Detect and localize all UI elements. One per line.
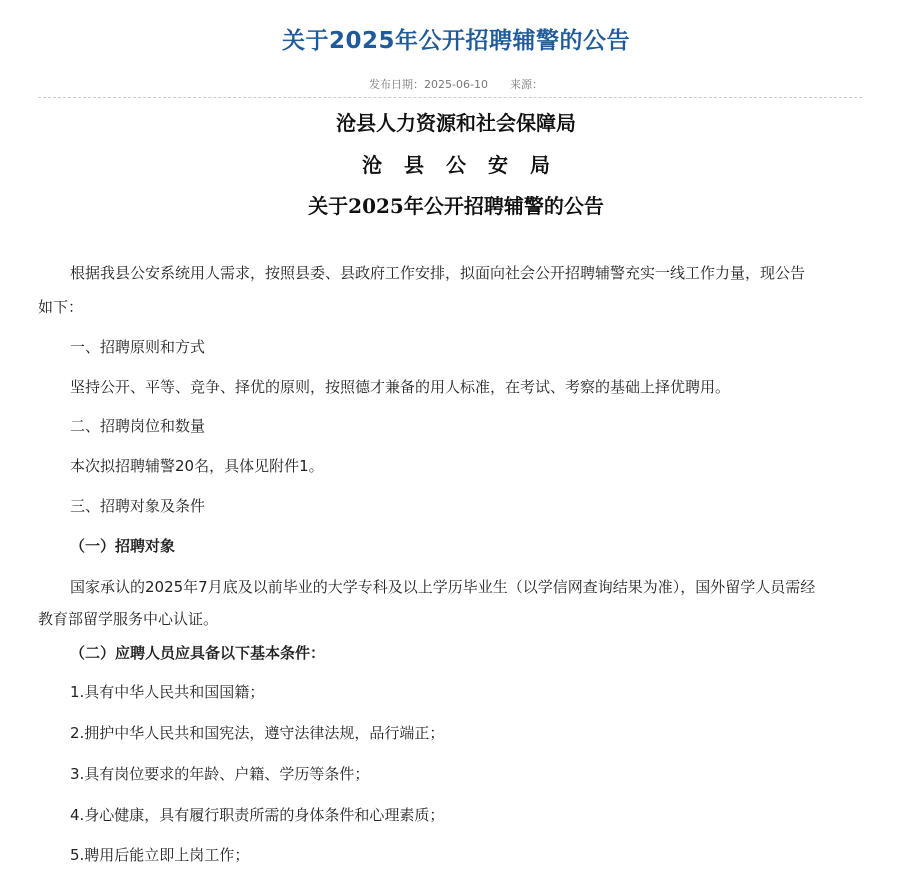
section1-title: 一、招聘原则和方式	[70, 338, 206, 356]
subsection1-text-line2: 教育部留学服务中心认证。	[38, 610, 219, 628]
page-title: 关于2025年公开招聘辅警的公告	[281, 28, 630, 54]
subsection2-title: （二）应聘人员应具备以下基本条件：	[70, 644, 326, 662]
document-heading: 关于2025年公开招聘辅警的公告	[308, 194, 604, 218]
source-label: 来源：	[509, 78, 543, 91]
subsection1-title: （一）招聘对象	[70, 537, 176, 555]
issuer-police-bureau: 沧县公安局	[362, 153, 572, 177]
subsection1-text-line1: 国家承认的2025年7月底及以前毕业的大学专科及以上学历毕业生（以学信网查询结果为准），国外留学人员需经	[70, 578, 816, 596]
publish-date: 发布日期：2025-06-10	[369, 78, 488, 91]
section3-title: 三、招聘对象及条件	[70, 497, 206, 515]
section1-text: 坚持公开、平等、竞争、择优的原则，按照德才兼备的用人标准，在考试、考察的基础上择优聘用。	[70, 378, 731, 396]
section2-text: 本次拟招聘辅警20名，具体见附件1。	[70, 457, 324, 475]
section2-title: 二、招聘岗位和数量	[70, 417, 206, 435]
condition-item: 3.具有岗位要求的年龄、户籍、学历等条件；	[70, 765, 370, 783]
condition-item: 1.具有中华人民共和国国籍；	[70, 683, 265, 701]
condition-item: 5.聘用后能立即上岗工作；	[70, 846, 250, 864]
intro-paragraph-line1: 根据我县公安系统用人需求，按照县委、县政府工作安排，拟面向社会公开招聘辅警充实一线工作力量，现公告	[70, 264, 806, 282]
publish-meta	[0, 76, 912, 92]
header-divider	[38, 97, 862, 98]
condition-item: 4.身心健康，具有履行职责所需的身体条件和心理素质；	[70, 806, 445, 824]
intro-paragraph-line2: 如下：	[38, 298, 84, 316]
issuer-hr-bureau: 沧县人力资源和社会保障局	[336, 111, 576, 135]
condition-item: 2.拥护中华人民共和国宪法，遵守法律法规，品行端正；	[70, 724, 445, 742]
